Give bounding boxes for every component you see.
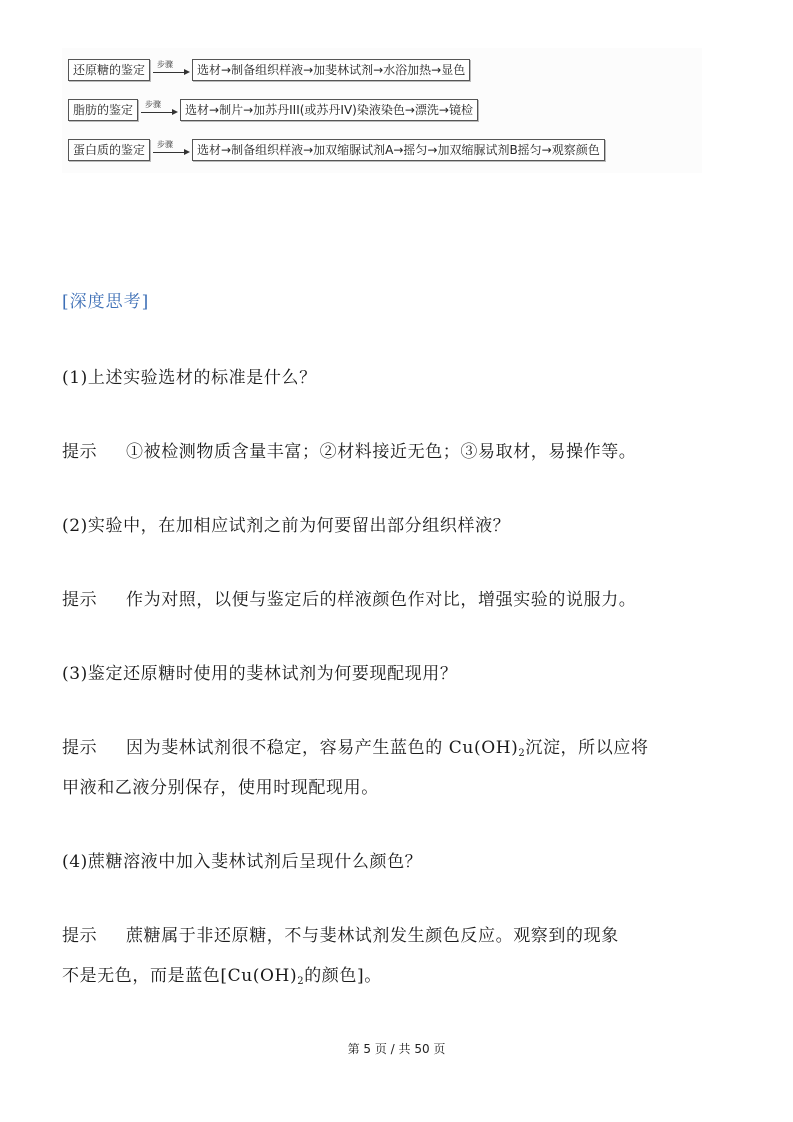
question-4: (4)蔗糖溶液中加入斐林试剂后呈现什么颜色？: [62, 852, 423, 872]
flow-row-steps: 选材→制备组织样液→加双缩脲试剂A→摇匀→加双缩脲试剂B摇匀→观察颜色: [192, 139, 605, 161]
flow-row-label: 脂肪的鉴定: [68, 99, 138, 121]
answer-2: [62, 585, 742, 610]
step-arrow-icon: [139, 100, 179, 120]
answer-4: [62, 921, 742, 946]
answer-text: ①被检测物质含量丰富；②材料接近无色；③易取材，易操作等。: [126, 442, 637, 462]
flow-row-steps: 选材→制备组织样液→加斐林试剂→水浴加热→显色: [192, 59, 470, 81]
arrow-caption: 步骤: [157, 60, 174, 69]
answer-1: [62, 437, 742, 462]
arrow-caption: 步骤: [145, 100, 162, 109]
flow-row-label: 蛋白质的鉴定: [68, 139, 150, 161]
answer-3-continued: 甲液和乙液分别保存，使用时现配现用。: [62, 778, 379, 798]
answer-text: 作为对照，以便与鉴定后的样液颜色作对比，增强实验的说服力。: [126, 590, 637, 610]
experiment-flowchart-image: [62, 48, 702, 173]
answer-text: 不是无色，而是蓝色[Cu(OH): [62, 966, 298, 986]
answer-text: 的颜色]。: [304, 966, 382, 986]
answer-3: [62, 733, 742, 759]
step-arrow-icon: [151, 60, 191, 80]
tip-label: 提示: [62, 926, 98, 946]
tip-label: 提示: [62, 738, 98, 758]
tip-label: 提示: [62, 442, 98, 462]
question-3: (3)鉴定还原糖时使用的斐林试剂为何要现配现用？: [62, 664, 458, 684]
answer-text: 沉淀，所以应将: [525, 738, 649, 758]
page-footer: 第 5 页 / 共 50 页: [347, 1042, 446, 1056]
subscript: 2: [518, 748, 526, 759]
flow-row-fat: [68, 98, 478, 122]
section-heading: [深度思考]: [62, 292, 150, 312]
answer-4-continued: [62, 961, 742, 987]
step-arrow-icon: [151, 140, 191, 160]
tip-label: 提示: [62, 590, 98, 610]
arrow-caption: 步骤: [157, 140, 174, 149]
flow-row-steps: 选材→制片→加苏丹III(或苏丹IV)染液染色→漂洗→镜检: [180, 99, 478, 121]
question-1: (1)上述实验选材的标准是什么？: [62, 368, 317, 388]
flow-row-protein: [68, 138, 605, 162]
subscript: 2: [297, 976, 305, 987]
flow-row-label: 还原糖的鉴定: [68, 59, 150, 81]
answer-text: 因为斐林试剂很不稳定，容易产生蓝色的 Cu(OH): [126, 738, 519, 758]
flow-row-reducing-sugar: [68, 58, 470, 82]
question-2: (2)实验中，在加相应试剂之前为何要留出部分组织样液？: [62, 516, 511, 536]
answer-text: 蔗糖属于非还原糖，不与斐林试剂发生颜色反应。观察到的现象: [126, 926, 619, 946]
